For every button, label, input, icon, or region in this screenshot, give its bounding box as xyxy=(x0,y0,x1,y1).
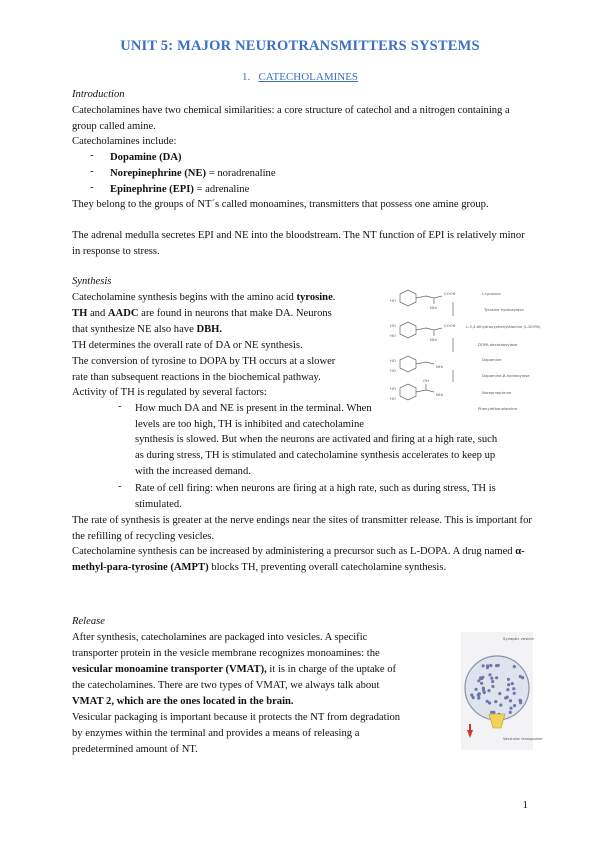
group-label: COOH xyxy=(444,291,456,296)
neurotransmitter-molecule xyxy=(498,692,501,695)
neurotransmitter-molecule xyxy=(495,676,498,679)
section-label: CATECHOLAMINES xyxy=(258,71,359,83)
release-line-2: transporter protein in the vesicle membrane recognizes monoamines: the xyxy=(72,648,380,659)
list-dash: - xyxy=(90,166,94,177)
neurotransmitter-molecule xyxy=(499,704,502,707)
intro-paragraph-1: Catecholamines have two chemical similarities: a core structure of catechol and a nitrogen containing a group called amine. xyxy=(72,105,510,132)
list-item-epinephrine: Epinephrine (EPI) = adrenaline xyxy=(110,184,250,195)
neurotransmitter-molecule xyxy=(470,694,473,697)
neurotransmitter-molecule xyxy=(495,664,498,667)
group-label: HO xyxy=(390,386,396,391)
group-label: HO xyxy=(390,396,396,401)
catecholamine-synthesis-pathway-figure xyxy=(378,282,541,418)
pathway-label-norepinephrine: Norepinephrine xyxy=(482,390,512,395)
pathway-label-pnmt: Phenylethanolamine xyxy=(478,406,517,411)
release-line-1: After synthesis, catecholamines are packaged into vesicles. A specific xyxy=(72,632,368,643)
release-heading: Release xyxy=(72,616,105,627)
bullet-2-line-2: stimulated. xyxy=(135,499,182,510)
bullet-2-line-1: Rate of cell firing: when neurons are firing at a high rate, such as during stress, TH is xyxy=(135,483,496,494)
synthesis-line-1: Catecholamine synthesis begins with the amino acid tyrosine. xyxy=(72,292,336,303)
group-label: NH₂ xyxy=(436,392,444,397)
neurotransmitter-molecule xyxy=(475,688,478,691)
list-dash: - xyxy=(118,481,122,492)
list-dash: - xyxy=(90,182,94,193)
neurotransmitter-molecule xyxy=(491,685,494,688)
release-line-5: VMAT 2, which are the ones located in the brain. xyxy=(72,696,294,707)
release-line-8: predetermined amount of NT. xyxy=(72,744,198,755)
neurotransmitter-molecule xyxy=(489,664,492,667)
synthesis-rate-paragraph: The rate of synthesis is greater at the nerve endings near the sites of transmitter release. This is important for the refilling of recycling vesicles. xyxy=(72,515,532,542)
synthesis-line-6: rate than subsequent reactions in the biochemical pathway. xyxy=(72,372,321,383)
neurotransmitter-molecule xyxy=(513,665,516,668)
neurotransmitter-molecule xyxy=(509,711,512,714)
pathway-label-dopamine: Dopamine xyxy=(482,357,502,362)
group-label: NH₂ xyxy=(436,364,444,369)
neurotransmitter-molecule xyxy=(519,701,522,704)
neurotransmitter-molecule xyxy=(479,676,482,679)
bullet-1-line-2: levels are too high, TH is inhibited and catecholamine xyxy=(135,419,364,430)
release-line-6: Vesicular packaging is important because it protects the NT from degradation xyxy=(72,712,401,723)
neurotransmitter-molecule xyxy=(507,678,510,681)
group-label: HO xyxy=(390,298,396,303)
section-heading xyxy=(0,71,600,83)
bullet-1-line-3: synthesis is slowed. But when the neurons are activated and firing at a high rate, such xyxy=(135,434,498,445)
neurotransmitter-molecule xyxy=(486,664,489,667)
neurotransmitter-molecule xyxy=(488,701,491,704)
intro-paragraph-3: They belong to the groups of NT´s called monoamines, transmitters that possess one amine group. xyxy=(72,199,489,210)
group-label: HO xyxy=(390,358,396,363)
neurotransmitter-molecule xyxy=(492,711,495,714)
section-number: 1. xyxy=(241,71,251,83)
synthesis-line-5: The conversion of tyrosine to DOPA by TH occurs at a slower xyxy=(72,356,336,367)
neurotransmitter-molecule xyxy=(513,692,516,695)
pathway-label-ldopa: L-3,4-dihydroxyphenylalanine (L-DOPA) xyxy=(466,324,541,329)
neurotransmitter-molecule xyxy=(490,677,493,680)
intro-heading: Introduction xyxy=(72,89,125,100)
list-dash: - xyxy=(90,150,94,161)
neurotransmitter-molecule xyxy=(511,682,514,685)
synthesis-line-3: that synthesize NE also have DBH. xyxy=(72,324,223,335)
neurotransmitter-molecule xyxy=(504,696,507,699)
list-item-norepinephrine: Norepinephrine (NE) = noradrenaline xyxy=(110,168,276,179)
neurotransmitter-molecule xyxy=(519,675,522,678)
group-label: NH₂ xyxy=(430,305,438,310)
neurotransmitter-molecule xyxy=(507,683,510,686)
neurotransmitter-molecule xyxy=(513,704,516,707)
page-title: UNIT 5: MAJOR NEUROTRANSMITTERS SYSTEMS xyxy=(120,38,480,54)
neurotransmitter-molecule xyxy=(494,700,497,703)
bullet-1-line-5: with the increased demand. xyxy=(135,466,251,477)
synthesis-line-4: TH determines the overall rate of DA or NE synthesis. xyxy=(72,340,303,351)
transporter-label: Vesicular transporter xyxy=(503,736,543,741)
group-label: HO xyxy=(390,368,396,373)
group-label: HO xyxy=(390,323,396,328)
vesicle-label: Synaptic vesicle xyxy=(503,636,534,641)
neurotransmitter-molecule xyxy=(482,689,485,692)
neurotransmitter-molecule xyxy=(487,689,490,692)
neurotransmitter-molecule xyxy=(488,673,491,676)
pathway-label-dbh: Dopamine-β-hydroxylase xyxy=(482,373,530,378)
pathway-label-ddc: DOPA decarboxylase xyxy=(478,342,518,347)
synthesis-line-2: TH and AADC are found in neurons that make DA. Neurons xyxy=(72,308,332,319)
neurotransmitter-molecule xyxy=(491,680,494,683)
synthesis-heading: Synthesis xyxy=(72,276,112,287)
group-label: COOH xyxy=(444,323,456,328)
neurotransmitter-molecule xyxy=(509,707,512,710)
group-label: NH₂ xyxy=(430,337,438,342)
neurotransmitter-molecule xyxy=(509,699,512,702)
page-number: 1 xyxy=(522,799,528,811)
bullet-1-line-4: as during stress, TH is stimulated and catecholamine synthesis accelerates to keep up xyxy=(135,450,496,461)
synthesis-line-7: Activity of TH is regulated by several factors: xyxy=(72,387,267,398)
release-line-3: vesicular monoamine transporter (VMAT), it is in charge of the uptake of xyxy=(72,664,397,675)
group-label: OH xyxy=(423,378,429,383)
release-line-4: the catecholamines. There are two types of VMAT, we always talk about xyxy=(72,680,380,691)
neurotransmitter-molecule xyxy=(482,664,485,667)
intro-paragraph-2: Catecholamines include: xyxy=(72,136,177,147)
intro-paragraph-4: The adrenal medulla secretes EPI and NE into the bloodstream. The NT function of EPI is relatively minor in response to stress. xyxy=(72,230,525,257)
group-label: HO xyxy=(390,333,396,338)
release-line-7: by enzymes within the terminal and provides a means of releasing a xyxy=(72,728,360,739)
synthesis-drug-paragraph: Catecholamine synthesis can be increased by administering a precursor such as L-DOPA. A drug named α-methyl-para-tyrosine (AMPT) blocks TH, preventing overall catecholamine synthesis. xyxy=(72,546,525,573)
neurotransmitter-molecule xyxy=(478,692,481,695)
pathway-label-th: Tyrosine hydroxylase xyxy=(484,307,524,312)
neurotransmitter-molecule xyxy=(512,687,515,690)
bullet-1-line-1: How much DA and NE is present in the terminal. When xyxy=(135,403,372,414)
pathway-label-tyrosine: L-tyrosine xyxy=(482,291,501,296)
list-dash: - xyxy=(118,401,122,412)
vesicle-figure xyxy=(461,632,543,750)
neurotransmitter-molecule xyxy=(480,682,483,685)
list-item-dopamine: Dopamine (DA) xyxy=(110,152,182,163)
neurotransmitter-molecule xyxy=(506,688,509,691)
